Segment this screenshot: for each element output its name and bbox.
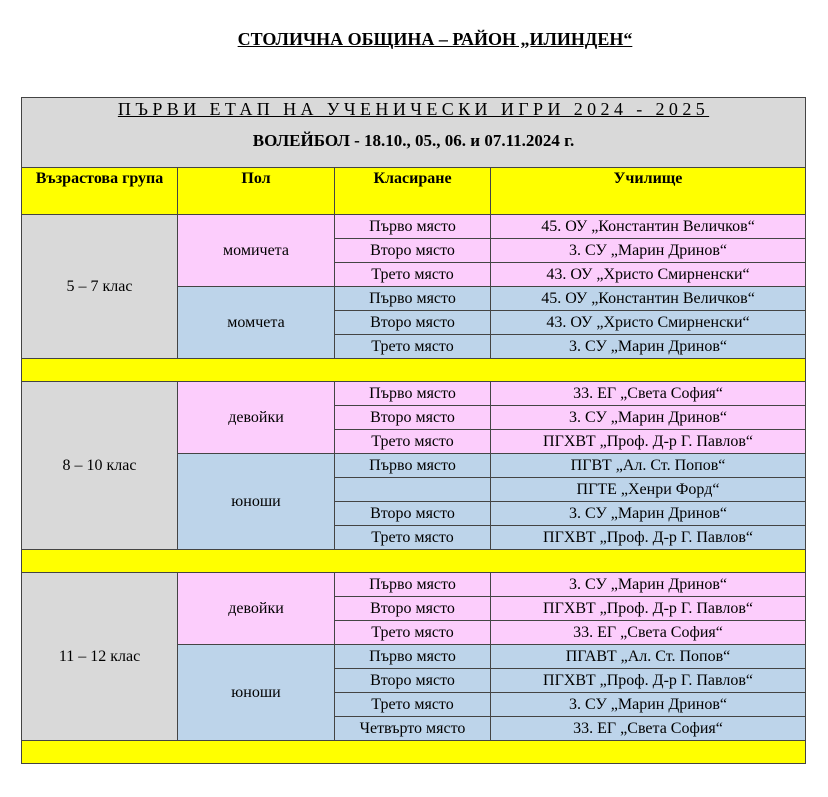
- gender-cell: момичета: [178, 215, 335, 287]
- sport-title: ВОЛЕЙБОЛ - 18.10., 05., 06. и 07.11.2024 г.: [252, 131, 575, 150]
- column-header-age-group: Възрастова група: [22, 168, 178, 215]
- place-cell: Трето място: [335, 430, 491, 454]
- place-cell: Трето място: [335, 621, 491, 645]
- age-group-cell: 11 – 12 клас: [22, 573, 178, 741]
- place-cell: Второ място: [335, 669, 491, 693]
- document-title: СТОЛИЧНА ОБЩИНА – РАЙОН „ИЛИНДЕН“: [237, 29, 633, 49]
- group-separator-cell: [22, 550, 806, 573]
- school-cell: 43. ОУ „Христо Смирненски“: [491, 263, 806, 287]
- school-cell: ПГХВТ „Проф. Д-р Г. Павлов“: [491, 597, 806, 621]
- place-cell: Първо място: [335, 382, 491, 406]
- school-cell: 3. СУ „Марин Дринов“: [491, 406, 806, 430]
- school-cell: ПГХВТ „Проф. Д-р Г. Павлов“: [491, 526, 806, 550]
- school-cell: ПГВТ „Ал. Ст. Попов“: [491, 454, 806, 478]
- place-cell: Първо място: [335, 573, 491, 597]
- table-row: [22, 215, 806, 239]
- place-cell: Четвърто място: [335, 717, 491, 741]
- column-header-gender: Пол: [178, 168, 335, 215]
- place-cell: Трето място: [335, 263, 491, 287]
- school-cell: ПГТЕ „Хенри Форд“: [491, 478, 806, 502]
- place-cell: [335, 478, 491, 502]
- gender-cell: юноши: [178, 645, 335, 741]
- place-cell: Второ място: [335, 239, 491, 263]
- age-group-cell: 5 – 7 клас: [22, 215, 178, 359]
- place-cell: Първо място: [335, 454, 491, 478]
- column-header-school: Училище: [491, 168, 806, 215]
- age-group-cell: 8 – 10 клас: [22, 382, 178, 550]
- school-cell: 3. СУ „Марин Дринов“: [491, 693, 806, 717]
- group-separator-cell: [22, 741, 806, 764]
- school-cell: 3. СУ „Марин Дринов“: [491, 239, 806, 263]
- place-cell: Второ място: [335, 502, 491, 526]
- column-header-ranking: Класиране: [335, 168, 491, 215]
- gender-cell: юноши: [178, 454, 335, 550]
- table-title-cell: [22, 98, 806, 168]
- event-title: ПЪРВИ ЕТАП НА УЧЕНИЧЕСКИ ИГРИ 2024 - 2025: [117, 99, 710, 119]
- place-cell: Първо място: [335, 215, 491, 239]
- place-cell: Първо място: [335, 645, 491, 669]
- place-cell: Второ място: [335, 311, 491, 335]
- school-cell: ПГХВТ „Проф. Д-р Г. Павлов“: [491, 669, 806, 693]
- gender-cell: девойки: [178, 573, 335, 645]
- school-cell: 33. ЕГ „Света София“: [491, 382, 806, 406]
- group-separator-cell: [22, 359, 806, 382]
- group-separator-row: [22, 550, 806, 573]
- school-cell: 45. ОУ „Константин Величков“: [491, 287, 806, 311]
- school-cell: 3. СУ „Марин Дринов“: [491, 502, 806, 526]
- school-cell: ПГХВТ „Проф. Д-р Г. Павлов“: [491, 430, 806, 454]
- school-cell: 33. ЕГ „Света София“: [491, 621, 806, 645]
- table-title-row: [22, 98, 806, 168]
- group-separator-row: [22, 359, 806, 382]
- results-table: [21, 97, 806, 764]
- gender-cell: момчета: [178, 287, 335, 359]
- school-cell: ПГАВТ „Ал. Ст. Попов“: [491, 645, 806, 669]
- place-cell: Второ място: [335, 597, 491, 621]
- school-cell: 3. СУ „Марин Дринов“: [491, 573, 806, 597]
- school-cell: 3. СУ „Марин Дринов“: [491, 335, 806, 359]
- group-separator-row: [22, 741, 806, 764]
- place-cell: Трето място: [335, 335, 491, 359]
- school-cell: 45. ОУ „Константин Величков“: [491, 215, 806, 239]
- table-row: [22, 382, 806, 406]
- table-header-row: [22, 168, 806, 215]
- place-cell: Първо място: [335, 287, 491, 311]
- table-row: [22, 573, 806, 597]
- place-cell: Второ място: [335, 406, 491, 430]
- school-cell: 43. ОУ „Христо Смирненски“: [491, 311, 806, 335]
- gender-cell: девойки: [178, 382, 335, 454]
- place-cell: Трето място: [335, 693, 491, 717]
- place-cell: Трето място: [335, 526, 491, 550]
- school-cell: 33. ЕГ „Света София“: [491, 717, 806, 741]
